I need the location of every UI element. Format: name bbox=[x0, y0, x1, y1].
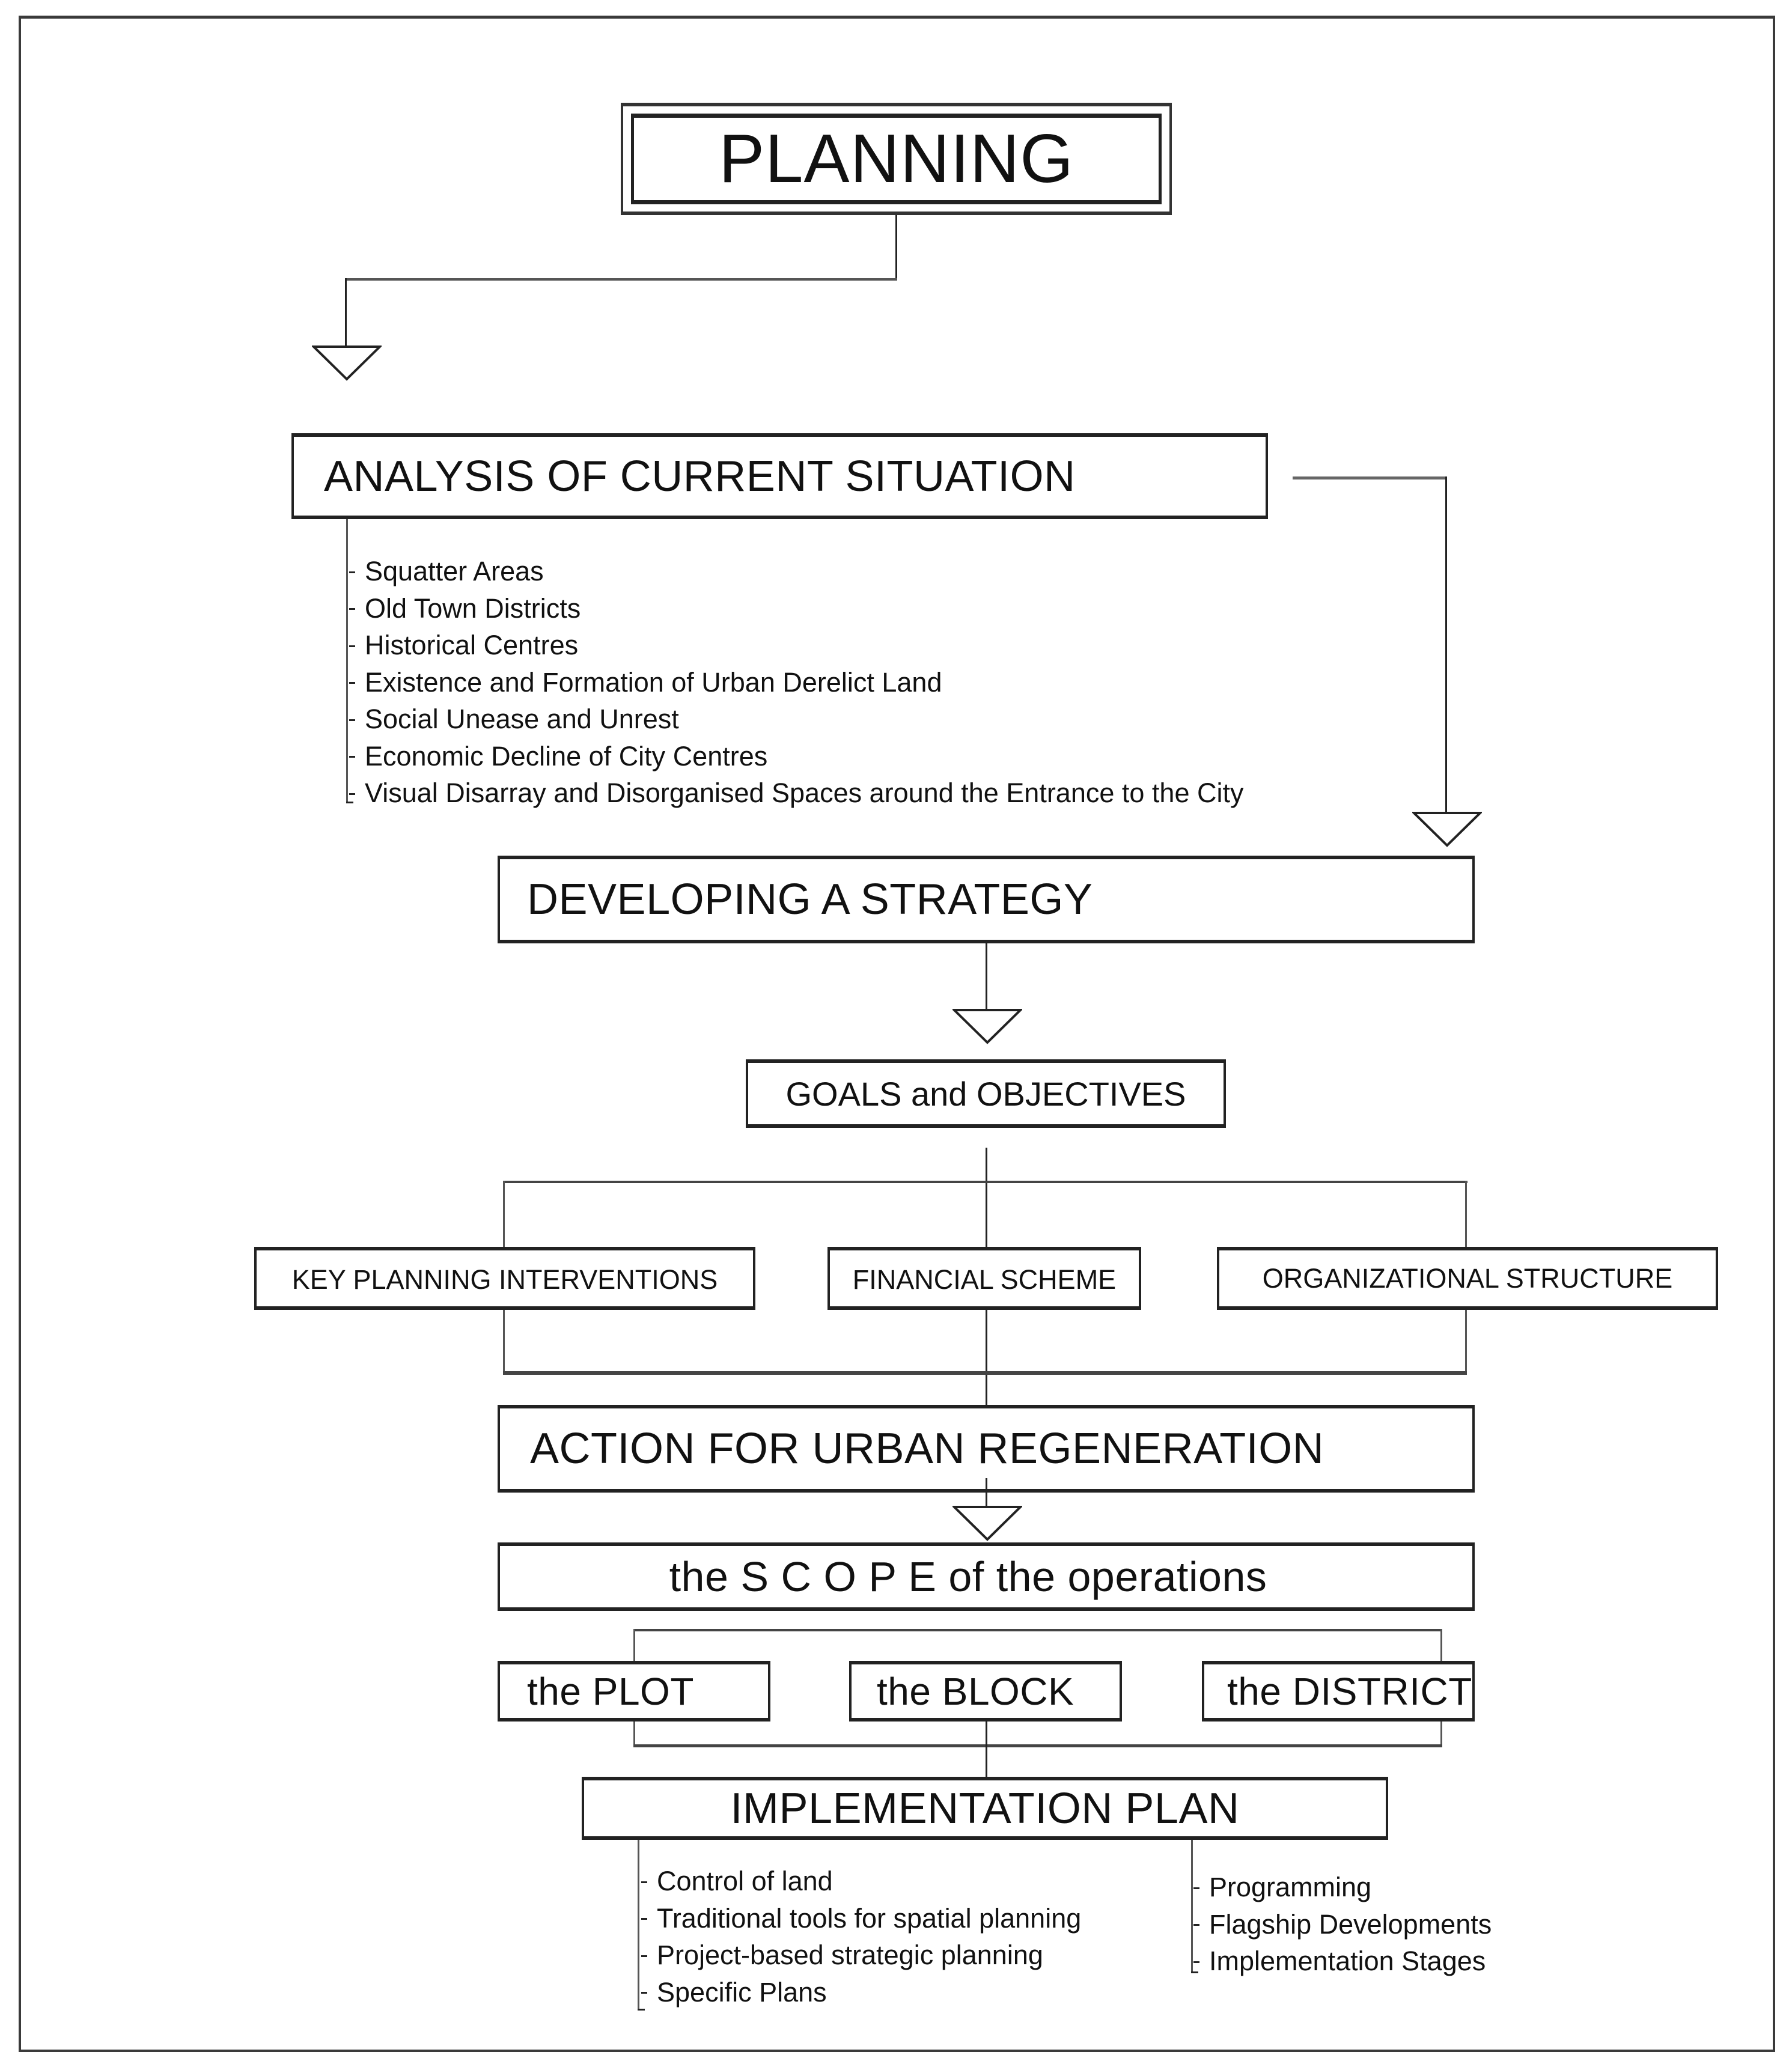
connector-line bbox=[633, 1744, 1442, 1747]
goals-box bbox=[746, 1059, 1226, 1128]
component-label: FINANCIAL SCHEME bbox=[852, 1264, 1117, 1295]
strategy-box bbox=[498, 856, 1475, 943]
planning-title: PLANNING bbox=[719, 121, 1074, 197]
list-item: Economic Decline of City Centres bbox=[365, 738, 1243, 775]
analysis-label: ANALYSIS OF CURRENT SITUATION bbox=[324, 452, 1076, 501]
connector-line bbox=[633, 1629, 1442, 1631]
scale-label: the BLOCK bbox=[877, 1669, 1074, 1713]
component-label: KEY PLANNING INTERVENTIONS bbox=[291, 1264, 718, 1295]
scope-label: the S C O P E of the operations bbox=[669, 1553, 1267, 1600]
connector-line bbox=[503, 1181, 1467, 1183]
action-label: ACTION FOR URBAN REGENERATION bbox=[530, 1425, 1324, 1473]
connector-line bbox=[345, 278, 897, 281]
list-item: Specific Plans bbox=[657, 1974, 1081, 2011]
implementation-left-list bbox=[657, 1863, 1081, 2011]
connector-line bbox=[345, 278, 347, 347]
goals-label: GOALS and OBJECTIVES bbox=[785, 1074, 1186, 1113]
list-item: Programming bbox=[1209, 1869, 1492, 1906]
implementation-right-list bbox=[1209, 1869, 1492, 1980]
list-item: Existence and Formation of Urban Derelict Land bbox=[365, 664, 1243, 701]
component-box-key-planning bbox=[254, 1247, 755, 1310]
list-bracket bbox=[346, 519, 348, 803]
list-item: Implementation Stages bbox=[1209, 1943, 1492, 1980]
list-item: Historical Centres bbox=[365, 627, 1243, 664]
planning-box bbox=[631, 114, 1162, 204]
scale-box-plot bbox=[498, 1661, 770, 1721]
list-bracket bbox=[346, 802, 353, 803]
list-item: Control of land bbox=[657, 1863, 1081, 1900]
strategy-label: DEVELOPING A STRATEGY bbox=[527, 875, 1093, 924]
list-item: Visual Disarray and Disorganised Spaces around the Entrance to the City bbox=[365, 775, 1243, 812]
scale-label: the PLOT bbox=[527, 1669, 694, 1713]
list-bracket bbox=[638, 1840, 639, 2011]
list-bracket bbox=[1191, 1971, 1198, 1973]
scale-label: the DISTRICT bbox=[1227, 1669, 1472, 1713]
implementation-box bbox=[582, 1777, 1388, 1840]
list-item: Social Unease and Unrest bbox=[365, 701, 1243, 738]
component-box-organizational bbox=[1217, 1247, 1718, 1310]
scale-box-block bbox=[849, 1661, 1122, 1721]
list-item: Flagship Developments bbox=[1209, 1906, 1492, 1943]
component-label: ORGANIZATIONAL STRUCTURE bbox=[1262, 1262, 1673, 1294]
connector-line bbox=[1293, 476, 1447, 479]
scope-box bbox=[498, 1542, 1475, 1611]
list-bracket bbox=[638, 2009, 645, 2011]
analysis-list bbox=[365, 553, 1243, 812]
analysis-box bbox=[291, 433, 1268, 519]
connector-line bbox=[986, 943, 987, 1011]
connector-line bbox=[986, 1715, 987, 1779]
list-bracket bbox=[1191, 1840, 1193, 1973]
list-item: Old Town Districts bbox=[365, 590, 1243, 627]
list-item: Traditional tools for spatial planning bbox=[657, 1900, 1081, 1937]
list-item: Project-based strategic planning bbox=[657, 1937, 1081, 1974]
connector-line bbox=[503, 1371, 1467, 1375]
scale-box-district bbox=[1202, 1661, 1475, 1721]
connector-line bbox=[895, 215, 897, 280]
component-box-financial bbox=[827, 1247, 1141, 1310]
connector-line bbox=[1445, 476, 1447, 813]
implementation-label: IMPLEMENTATION PLAN bbox=[730, 1784, 1240, 1833]
list-item: Squatter Areas bbox=[365, 553, 1243, 590]
